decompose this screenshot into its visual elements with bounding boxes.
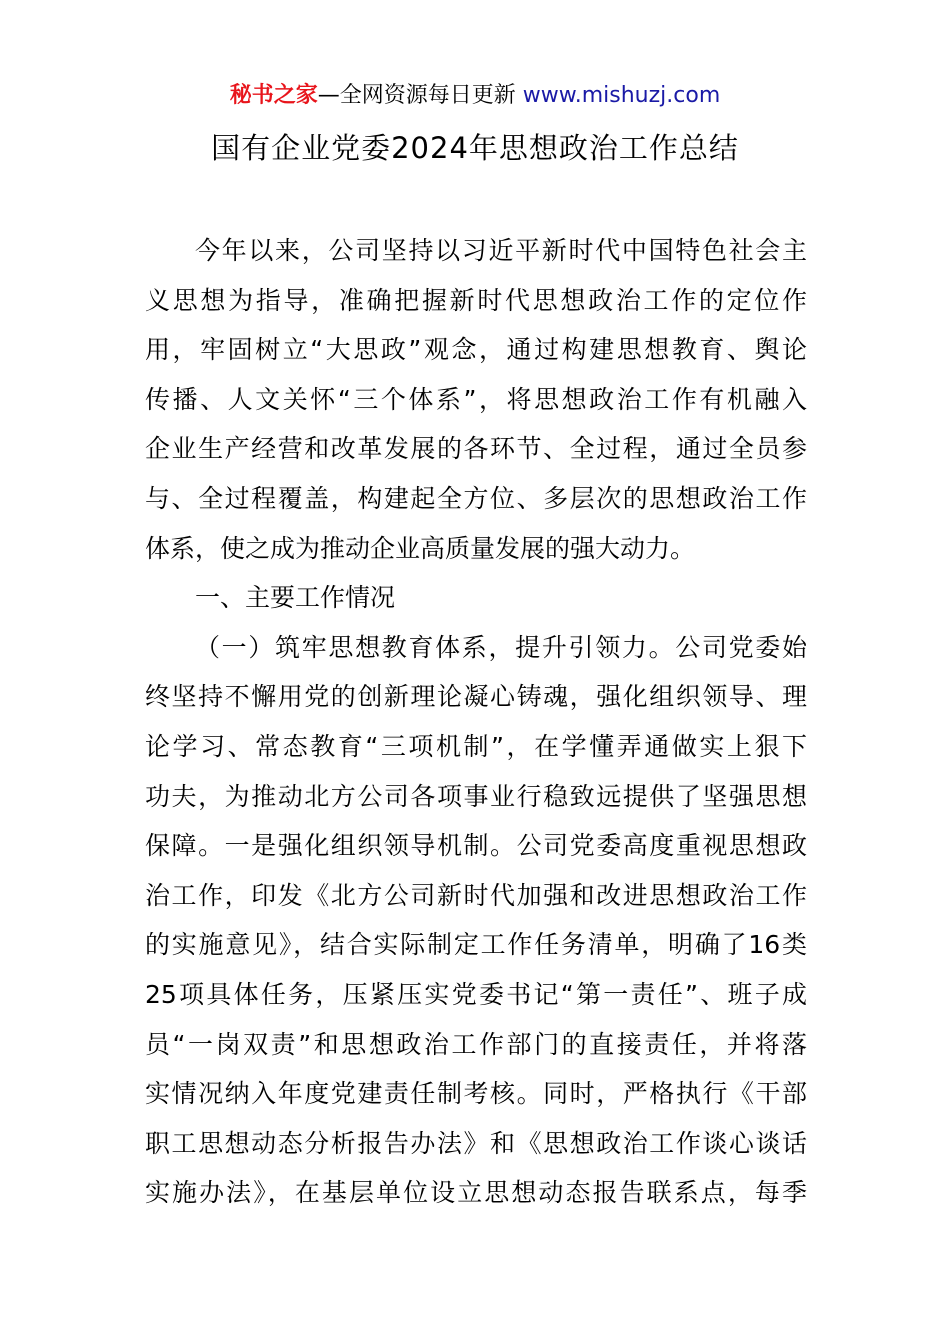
document-title: 国有企业党委2024年思想政治工作总结	[211, 131, 739, 165]
body-line: 员“一岗双责”和思想政治工作部门的直接责任，并将落	[145, 1029, 807, 1059]
site-brand: 秘书之家	[229, 83, 318, 108]
site-url-link[interactable]: www.mishuzj.com	[522, 83, 721, 108]
body-line: 义思想为指导，准确把握新时代思想政治工作的定位作	[145, 285, 807, 315]
body-line: 职工思想动态分析报告办法》和《思想政治工作谈心谈话	[145, 1128, 807, 1158]
document-body	[145, 226, 807, 1218]
body-line: 的实施意见》，结合实际制定工作任务清单，明确了16类	[145, 930, 807, 960]
body-line: 论学习、常态教育“三项机制”，在学懂弄通做实上狠下	[145, 731, 807, 761]
body-line: 功夫，为推动北方公司各项事业行稳致远提供了坚强思想	[145, 781, 807, 811]
body-line: 25项具体任务，压紧压实党委书记“第一责任”、班子成	[145, 979, 807, 1009]
body-line: 终坚持不懈用党的创新理论凝心铸魂，强化组织领导、理	[145, 682, 807, 712]
body-line: （一）筑牢思想教育体系，提升引领力。公司党委始	[195, 632, 807, 662]
body-line: 实情况纳入年度党建责任制考核。同时，严格执行《干部	[145, 1079, 807, 1109]
body-line: 与、全过程覆盖，构建起全方位、多层次的思想政治工作	[145, 483, 807, 513]
body-line: 传播、人文关怀“三个体系”，将思想政治工作有机融入	[145, 384, 807, 414]
body-line: 保障。一是强化组织领导机制。公司党委高度重视思想政	[145, 831, 807, 861]
body-line: 治工作，印发《北方公司新时代加强和改进思想政治工作	[145, 880, 807, 910]
body-line: 体系，使之成为推动企业高质量发展的强大动力。	[145, 533, 696, 563]
site-tagline: —全网资源每日更新	[317, 83, 523, 108]
body-line: 今年以来，公司坚持以习近平新时代中国特色社会主	[195, 236, 807, 265]
site-header	[0, 80, 950, 112]
body-line: 用，牢固树立“大思政”观念，通过构建思想教育、舆论	[145, 335, 807, 365]
body-line: 实施办法》，在基层单位设立思想动态报告联系点，每季	[145, 1178, 807, 1208]
body-line: 企业生产经营和改革发展的各环节、全过程，通过全员参	[145, 434, 807, 464]
section-heading: 一、主要工作情况	[195, 583, 396, 613]
